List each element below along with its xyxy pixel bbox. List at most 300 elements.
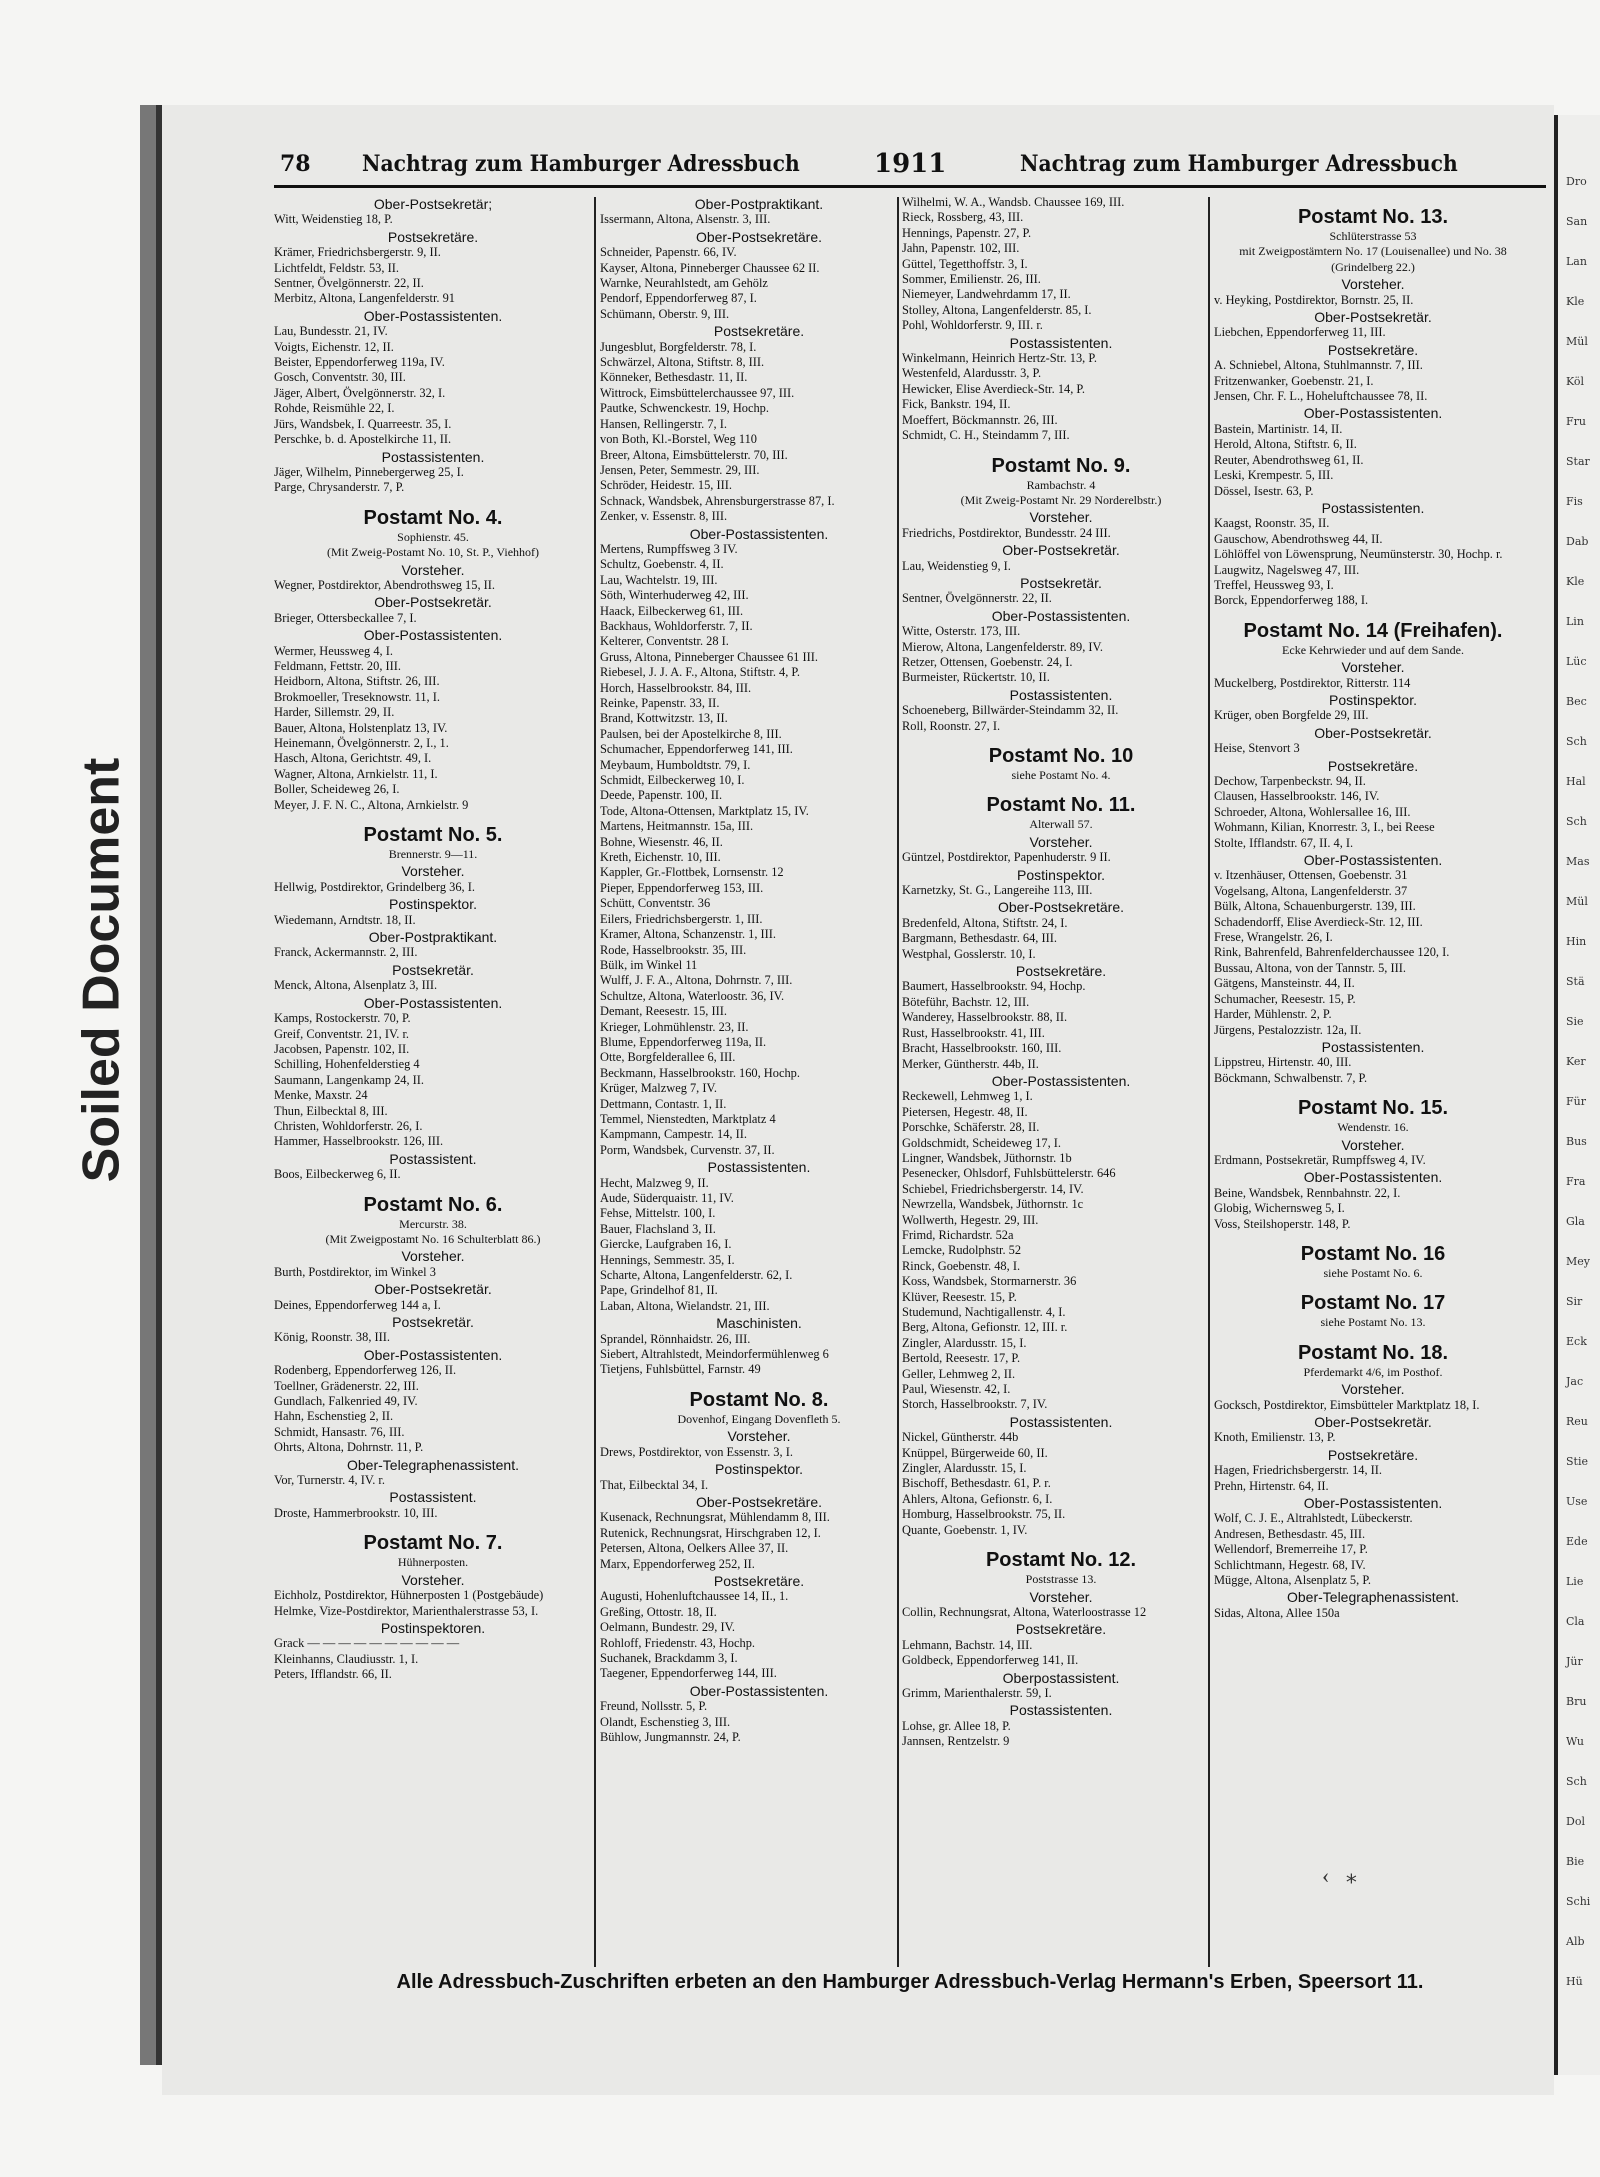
directory-entry: Schlichtmann, Hegestr. 68, IV. bbox=[1214, 1557, 1366, 1572]
section-heading: Vorsteher. bbox=[727, 1428, 791, 1445]
directory-entry: Menck, Altona, Alsenplatz 3, III. bbox=[274, 978, 438, 993]
directory-entry: Lau, Bundesstr. 21, IV. bbox=[274, 324, 388, 339]
postamt-address: Wendenstr. 16. bbox=[1337, 1120, 1409, 1135]
directory-entry: Peters, Ifflandstr. 66, II. bbox=[274, 1667, 392, 1682]
directory-entry: Reuter, Abendrothsweg 61, II. bbox=[1214, 452, 1364, 467]
section-heading: Postinspektoren. bbox=[380, 1619, 486, 1636]
section-heading: Postassistenten. bbox=[1321, 499, 1425, 516]
directory-entry: Deines, Eppendorferweg 144 a, I. bbox=[274, 1297, 441, 1312]
postamt-heading: Postamt No. 10 bbox=[988, 745, 1134, 767]
directory-entry: Lau, Weidenstieg 9, I. bbox=[902, 558, 1011, 573]
directory-entry: Gruss, Altona, Pinneberger Chaussee 61 III. bbox=[600, 649, 818, 664]
adjacent-page-fragment: Köl bbox=[1566, 375, 1585, 388]
directory-entry: Stolley, Altona, Langenfelderstr. 85, I. bbox=[902, 302, 1092, 317]
directory-entry: Newrzella, Wandsbek, Jüthornstr. 1c bbox=[902, 1197, 1084, 1212]
directory-entry: Meyer, J. F. N. C., Altona, Arnkielstr. 9 bbox=[274, 797, 469, 812]
section-heading: Maschinisten. bbox=[716, 1315, 802, 1332]
directory-entry: Schroeder, Altona, Wohlersallee 16, III. bbox=[1214, 804, 1411, 819]
directory-entry: Schadendorff, Elise Averdieck-Str. 12, III. bbox=[1214, 914, 1423, 929]
adjacent-page-fragment: Lüc bbox=[1566, 655, 1587, 668]
directory-entry: Geller, Lehmweg 2, II. bbox=[902, 1366, 1016, 1381]
directory-entry: Koss, Wandsbek, Stormarnerstr. 36 bbox=[902, 1274, 1077, 1289]
adjacent-page-fragment: Stie bbox=[1566, 1455, 1588, 1468]
directory-entry: Thun, Eilbecktal 8, III. bbox=[274, 1103, 388, 1118]
adjacent-page-fragment: Wu bbox=[1566, 1735, 1584, 1748]
section-heading: Ober-Postsekretär. bbox=[374, 1281, 492, 1298]
directory-entry: Boos, Eilbeckerweg 6, II. bbox=[274, 1167, 401, 1182]
directory-entry: Breer, Altona, Eimsbüttelerstr. 70, III. bbox=[600, 447, 788, 462]
section-heading: Ober-Postassistenten. bbox=[1303, 852, 1443, 869]
adjacent-page-fragment: Lin bbox=[1566, 615, 1584, 628]
directory-entry: Greßing, Ottostr. 18, II. bbox=[600, 1604, 717, 1619]
section-heading: Postsekretäre. bbox=[1327, 341, 1419, 358]
header-rule bbox=[274, 185, 1546, 188]
section-heading: Ober-Postsekretär. bbox=[1314, 309, 1432, 326]
directory-entry: Bussau, Altona, von der Tannstr. 5, III. bbox=[1214, 960, 1406, 975]
directory-entry: Bauer, Altona, Holstenplatz 13, IV. bbox=[274, 720, 448, 735]
section-heading: Ober-Postsekretär. bbox=[374, 594, 492, 611]
directory-entry: Zingler, Alardusstr. 15, I. bbox=[902, 1461, 1027, 1476]
section-heading: Ober-Postassistenten. bbox=[1303, 1169, 1443, 1186]
page-footer: Alle Adressbuch-Zuschriften erbeten an den Hamburger Adressbuch-Verlag Hermann's Erben, Speersort 11. bbox=[396, 1971, 1424, 1993]
directory-entry: Leski, Krempestr. 5, III. bbox=[1214, 468, 1334, 483]
directory-entry: Jensen, Peter, Semmestr. 29, III. bbox=[600, 462, 760, 477]
adjacent-page-fragment: Use bbox=[1566, 1495, 1588, 1508]
directory-entry: Jürgens, Pestalozzistr. 12a, II. bbox=[1214, 1022, 1362, 1037]
directory-entry: Augusti, Hohenluftchaussee 14, II., 1. bbox=[600, 1589, 789, 1604]
directory-entry: That, Eilbecktal 34, I. bbox=[600, 1477, 709, 1492]
page-header bbox=[162, 145, 1554, 185]
adjacent-page-fragment: Reu bbox=[1566, 1415, 1588, 1428]
directory-entry: Laban, Altona, Wielandstr. 21, III. bbox=[600, 1298, 770, 1313]
directory-entry: Hahn, Eschenstieg 2, II. bbox=[274, 1409, 394, 1424]
directory-entry: Grimm, Marienthalerstr. 59, I. bbox=[902, 1685, 1052, 1700]
directory-entry: Rohde, Reismühle 22, I. bbox=[274, 401, 395, 416]
directory-entry: Bredenfeld, Altona, Stiftstr. 24, I. bbox=[902, 915, 1068, 930]
directory-entry: Jacobsen, Papenstr. 102, II. bbox=[274, 1041, 410, 1056]
directory-entry: Globig, Wichernsweg 5, I. bbox=[1214, 1201, 1345, 1216]
directory-entry: Tietjens, Fuhlsbüttel, Farnstr. 49 bbox=[600, 1362, 761, 1377]
directory-entry: Warnke, Neurahlstedt, am Gehölz bbox=[600, 276, 768, 291]
directory-entry: Jahn, Papenstr. 102, III. bbox=[902, 241, 1020, 256]
directory-entry: Bauer, Flachsland 3, II. bbox=[600, 1221, 716, 1236]
directory-entry: Pietersen, Hegestr. 48, II. bbox=[902, 1104, 1028, 1119]
directory-entry: Jannsen, Rentzelstr. 9 bbox=[902, 1734, 1010, 1749]
adjacent-page-fragment: Fru bbox=[1566, 415, 1586, 428]
directory-entry: Schwärzel, Altona, Stiftstr. 8, III. bbox=[600, 355, 765, 370]
directory-entry: Andresen, Bethesdastr. 45, III. bbox=[1214, 1526, 1366, 1541]
adjacent-page-fragment: Ker bbox=[1566, 1055, 1586, 1068]
directory-entry: Grack — — — — — — — — — — bbox=[274, 1636, 460, 1651]
directory-entry: Westphal, Gosslerstr. 10, I. bbox=[902, 946, 1036, 961]
directory-entry: Fritzenwanker, Goebenstr. 21, I. bbox=[1214, 373, 1374, 388]
section-heading: Vorsteher. bbox=[1341, 1381, 1405, 1398]
directory-entry: Söth, Winterhuderweg 42, III. bbox=[600, 588, 749, 603]
directory-entry: Wermer, Heussweg 4, I. bbox=[274, 643, 393, 658]
directory-entry: Bastein, Martinistr. 14, II. bbox=[1214, 421, 1343, 436]
directory-entry: Ohrts, Altona, Dohrnstr. 11, P. bbox=[274, 1440, 424, 1455]
adjacent-page-fragment: Bie bbox=[1566, 1855, 1585, 1868]
directory-entry: Haack, Eilbeckerweg 61, III. bbox=[600, 603, 744, 618]
directory-entry: Pendorf, Eppendorferweg 87, I. bbox=[600, 291, 757, 306]
directory-entry: Jäger, Wilhelm, Pinnebergerweg 25, I. bbox=[274, 464, 464, 479]
directory-entry: Krämer, Friedrichsbergerstr. 9, II. bbox=[274, 245, 441, 260]
directory-entry: Sommer, Emilienstr. 26, III. bbox=[902, 272, 1041, 287]
directory-entry: Schütt, Conventstr. 36 bbox=[600, 896, 711, 911]
directory-entry: Wiedemann, Arndtstr. 18, II. bbox=[274, 912, 416, 927]
adjacent-page-fragment: Mey bbox=[1566, 1255, 1590, 1268]
directory-entry: Menke, Maxstr. 24 bbox=[274, 1088, 368, 1103]
directory-entry: Collin, Rechnungsrat, Altona, Waterloostrasse 12 bbox=[902, 1604, 1147, 1619]
directory-entry: Dechow, Tarpenbeckstr. 94, II. bbox=[1214, 774, 1366, 788]
postamt-heading: Postamt No. 8. bbox=[689, 1388, 829, 1411]
section-heading: Vorsteher. bbox=[401, 1571, 465, 1588]
directory-entry: Parge, Chrysanderstr. 7, P. bbox=[274, 480, 405, 495]
directory-entry: Wollwerth, Hegestr. 29, III. bbox=[902, 1212, 1039, 1227]
adjacent-page-fragment: Jac bbox=[1566, 1375, 1584, 1388]
directory-entry: Saumann, Langenkamp 24, II. bbox=[274, 1072, 425, 1087]
directory-entry: Wittrock, Eimsbüttelerchaussee 97, III. bbox=[600, 385, 795, 400]
directory-entry: Schröder, Heidestr. 15, III. bbox=[600, 478, 732, 493]
section-heading: Postassistenten. bbox=[381, 448, 485, 465]
directory-entry: Schumacher, Eppendorferweg 141, III. bbox=[600, 742, 793, 757]
adjacent-page-fragment: Gla bbox=[1566, 1215, 1585, 1228]
directory-entry: Wagner, Altona, Arnkielstr. 11, I. bbox=[274, 766, 438, 781]
section-heading: Ober-Postsekretär. bbox=[1002, 542, 1120, 559]
directory-entry: Hansen, Rellingerstr. 7, I. bbox=[600, 416, 727, 431]
section-heading: Ober-Telegraphenassistent. bbox=[347, 1456, 519, 1473]
column-2 bbox=[600, 195, 918, 1975]
section-heading: Ober-Postsekretäre. bbox=[695, 228, 823, 245]
directory-entry: Jürs, Wandsbek, I. Quarreestr. 35, I. bbox=[274, 416, 452, 431]
directory-entry: Pesenecker, Ohlsdorf, Fuhlsbüttelerstr. 646 bbox=[902, 1166, 1116, 1181]
directory-entry: Vogelsang, Altona, Langenfelderstr. 37 bbox=[1214, 883, 1408, 898]
postamt-address: mit Zweigpostämtern No. 17 (Louisenallee) und No. 38 (Grindelberg 22.) bbox=[1239, 244, 1507, 274]
directory-entry: Wilhelmi, W. A., Wandsb. Chaussee 169, III. bbox=[902, 195, 1125, 209]
directory-entry: Berg, Altona, Gefionstr. 12, III. r. bbox=[902, 1320, 1068, 1335]
directory-entry: Sentner, Övelgönnerstr. 22, II. bbox=[274, 276, 424, 291]
section-heading: Ober-Postassistenten. bbox=[1303, 405, 1443, 422]
directory-entry: Fehse, Mittelstr. 100, I. bbox=[600, 1206, 716, 1221]
directory-entry: Rink, Bahrenfeld, Bahrenfelderchaussee 120, I. bbox=[1214, 945, 1450, 960]
directory-entry: Pape, Grindelhof 81, II. bbox=[600, 1283, 718, 1298]
directory-entry: Gauschow, Abendrothsweg 44, II. bbox=[1214, 531, 1383, 546]
directory-entry: Wolf, C. J. E., Altrahlstedt, Lübeckerstr. bbox=[1214, 1511, 1413, 1526]
directory-entry: Reckewell, Lehmweg 1, I. bbox=[902, 1089, 1033, 1104]
directory-entry: Porm, Wandsbek, Curvenstr. 37, II. bbox=[600, 1142, 775, 1157]
directory-entry: Friedrichs, Postdirektor, Bundesstr. 24 III. bbox=[902, 525, 1111, 540]
directory-entry: Borck, Eppendorferweg 188, I. bbox=[1214, 593, 1369, 608]
directory-entry: Rohloff, Friedenstr. 43, Hochp. bbox=[600, 1635, 755, 1650]
postamt-heading: Postamt No. 11. bbox=[986, 794, 1136, 817]
directory-entry: Hennings, Semmestr. 35, I. bbox=[600, 1252, 735, 1267]
directory-entry: v. Heyking, Postdirektor, Bornstr. 25, II. bbox=[1214, 292, 1414, 307]
directory-entry: Herold, Altona, Stiftstr. 6, II. bbox=[1214, 437, 1357, 452]
directory-entry: Jäger, Albert, Övelgönnerstr. 32, I. bbox=[274, 385, 446, 400]
directory-entry: Mierow, Altona, Langenfelderstr. 89, IV. bbox=[902, 639, 1103, 654]
directory-entry: Blume, Eppendorferweg 119a, II. bbox=[600, 1034, 767, 1049]
section-heading: Ober-Postassistenten. bbox=[689, 1682, 829, 1699]
directory-entry: Gundlach, Falkenried 49, IV. bbox=[274, 1394, 418, 1409]
directory-entry: Temmel, Nienstedten, Marktplatz 4 bbox=[600, 1111, 776, 1126]
directory-entry: Merker, Güntherstr. 44b, II. bbox=[902, 1056, 1039, 1071]
margin-marks: ‹ ⁎ bbox=[1322, 1863, 1357, 1888]
directory-entry: Bischoff, Bethesdastr. 61, P. r. bbox=[902, 1476, 1051, 1491]
section-heading: Postsekretäre. bbox=[1015, 1621, 1107, 1638]
directory-entry: Zenker, v. Essenstr. 8, III. bbox=[600, 509, 728, 524]
directory-entry: Taegener, Eppendorferweg 144, III. bbox=[600, 1666, 777, 1681]
adjacent-page-fragment: Lie bbox=[1566, 1575, 1584, 1588]
postamt-address: Sophienstr. 45. bbox=[397, 529, 469, 544]
directory-entry: Bühlow, Jungmannstr. 24, P. bbox=[600, 1730, 741, 1744]
directory-entry: Pohl, Wohldorferstr. 9, III. r. bbox=[902, 318, 1043, 333]
directory-entry: Eilers, Friedrichsbergerstr. 1, III. bbox=[600, 911, 763, 926]
directory-entry: Hewicker, Elise Averdieck-Str. 14, P. bbox=[902, 381, 1086, 396]
postamt-address: Mercurstr. 38. bbox=[399, 1216, 467, 1231]
directory-entry: Hecht, Malzweg 9, II. bbox=[600, 1175, 709, 1190]
adjacent-page-fragment: Bus bbox=[1566, 1135, 1587, 1148]
column-divider bbox=[897, 197, 899, 1967]
column-divider bbox=[1208, 197, 1210, 1967]
section-heading: Vorsteher. bbox=[1341, 276, 1405, 293]
directory-entry: Petersen, Altona, Oelkers Allee 37, II. bbox=[600, 1541, 789, 1556]
directory-entry: Baumert, Hasselbrookstr. 94, Hochp. bbox=[902, 979, 1086, 994]
directory-entry: Perschke, b. d. Apostelkirche 11, II. bbox=[274, 432, 452, 447]
adjacent-page-fragment: Kle bbox=[1566, 575, 1585, 588]
directory-entry: Lichtfeldt, Feldstr. 53, II. bbox=[274, 260, 399, 275]
directory-entry: Heidborn, Altona, Stiftstr. 26, III. bbox=[274, 674, 440, 689]
directory-entry: Schultze, Altona, Waterloostr. 36, IV. bbox=[600, 988, 785, 1003]
adjacent-page-fragment: Dab bbox=[1566, 535, 1589, 548]
directory-entry: Wulff, J. F. A., Altona, Dohrnstr. 7, III. bbox=[600, 973, 793, 988]
adjacent-page-fragment: Mül bbox=[1566, 335, 1588, 348]
postamt-address: Poststrasse 13. bbox=[1025, 1572, 1097, 1587]
directory-entry: Stolte, Ifflandstr. 67, II. 4, I. bbox=[1214, 835, 1354, 850]
directory-entry: Voigts, Eichenstr. 12, II. bbox=[274, 339, 394, 354]
directory-entry: Knoth, Emilienstr. 13, P. bbox=[1214, 1430, 1336, 1445]
adjacent-page-fragment: Sir bbox=[1566, 1295, 1583, 1308]
section-heading: Vorsteher. bbox=[401, 863, 465, 880]
directory-entry: Kramer, Altona, Schanzenstr. 1, III. bbox=[600, 927, 777, 942]
directory-entry: Güttel, Tegetthoffstr. 3, I. bbox=[902, 256, 1028, 271]
section-heading: Vorsteher. bbox=[1029, 833, 1093, 850]
directory-entry: Clausen, Hasselbrookstr. 146, IV. bbox=[1214, 789, 1380, 804]
directory-entry: Paulsen, bei der Apostelkirche 8, III. bbox=[600, 726, 782, 741]
section-heading: Postsekretär. bbox=[392, 961, 474, 978]
directory-entry: Kreth, Eichenstr. 10, III. bbox=[600, 850, 721, 865]
directory-entry: Hennings, Papenstr. 27, P. bbox=[902, 225, 1032, 240]
section-heading: Postsekretäre. bbox=[1015, 963, 1107, 980]
postamt-address: Ecke Kehrwieder und auf dem Sande. bbox=[1282, 642, 1464, 657]
directory-entry: Paul, Wiesenstr. 42, I. bbox=[902, 1382, 1011, 1397]
column-divider bbox=[594, 197, 596, 1967]
directory-entry: Frese, Wrangelstr. 26, I. bbox=[1214, 930, 1333, 945]
section-heading: Ober-Postassistenten. bbox=[1303, 1495, 1443, 1512]
directory-entry: Güntzel, Postdirektor, Papenhuderstr. 9 II. bbox=[902, 850, 1111, 865]
directory-entry: Gosch, Conventstr. 30, III. bbox=[274, 370, 406, 385]
section-heading: Postassistenten. bbox=[1009, 686, 1113, 703]
directory-entry: Mügge, Altona, Alsenplatz 5, P. bbox=[1214, 1573, 1371, 1588]
section-heading: Ober-Postsekretär. bbox=[1314, 724, 1432, 741]
section-heading: Ober-Postsekretär; bbox=[373, 196, 493, 212]
directory-entry: Knüppel, Bürgerweide 60, II. bbox=[902, 1445, 1048, 1460]
postamt-address: (Mit Zweig-Postamt No. 10, St. P., Viehhof) bbox=[326, 545, 540, 560]
postamt-address: Rambachstr. 4 bbox=[1026, 477, 1096, 492]
directory-entry: Erdmann, Postsekretär, Rumpffsweg 4, IV. bbox=[1214, 1152, 1426, 1167]
directory-entry: Helmke, Vize-Postdirektor, Marienthalerstrasse 53, I. bbox=[274, 1603, 539, 1618]
postamt-heading: Postamt No. 15. bbox=[1297, 1097, 1449, 1120]
directory-entry: Issermann, Altona, Alsenstr. 3, III. bbox=[600, 212, 771, 227]
directory-entry: Wohmann, Kilian, Knorrestr. 3, I., bei Reese bbox=[1214, 820, 1435, 835]
section-heading: Ober-Postassistenten. bbox=[363, 1346, 503, 1363]
adjacent-page-fragment: Cla bbox=[1566, 1615, 1585, 1628]
directory-entry: Bargmann, Bethesdastr. 64, III. bbox=[902, 931, 1057, 946]
adjacent-page-fragment: Sch bbox=[1566, 735, 1587, 748]
directory-entry: Martens, Heitmannstr. 15a, III. bbox=[600, 819, 754, 834]
document-page bbox=[162, 105, 1554, 2095]
header-year: 1911 bbox=[874, 149, 947, 179]
section-heading: Postinspektor. bbox=[715, 1461, 803, 1478]
adjacent-page-fragment: Star bbox=[1566, 455, 1590, 468]
section-heading: Postinspektor. bbox=[1017, 866, 1105, 883]
directory-entry: Klüver, Reesestr. 15, P. bbox=[902, 1289, 1017, 1304]
postamt-address: siehe Postamt No. 4. bbox=[1011, 768, 1111, 782]
directory-entry: Bülk, im Winkel 11 bbox=[600, 957, 698, 972]
directory-entry: Pieper, Eppendorferweg 153, III. bbox=[600, 880, 764, 895]
directory-entry: König, Roonstr. 38, III. bbox=[274, 1330, 390, 1345]
section-heading: Vorsteher. bbox=[1341, 659, 1405, 676]
adjacent-page-fragment: Hin bbox=[1566, 935, 1587, 948]
postamt-address: siehe Postamt No. 6. bbox=[1323, 1265, 1423, 1280]
directory-entry: Löhlöffel von Löwensprung, Neumünsterstr. 30, Hochp. r. bbox=[1214, 547, 1503, 562]
directory-entry: Quante, Goebenstr. 1, IV. bbox=[902, 1522, 1028, 1537]
directory-entry: Heise, Stenvort 3 bbox=[1214, 741, 1300, 756]
directory-entry: Schmidt, C. H., Steindamm 7, III. bbox=[902, 428, 1070, 443]
directory-entry: Vor, Turnerstr. 4, IV. r. bbox=[274, 1473, 385, 1488]
section-heading: Postsekretär. bbox=[392, 1314, 474, 1330]
directory-entry: Scharte, Altona, Langenfelderstr. 62, I. bbox=[600, 1268, 793, 1283]
directory-entry: Schneider, Papenstr. 66, IV. bbox=[600, 245, 737, 260]
directory-entry: Nickel, Güntherstr. 44b bbox=[902, 1430, 1019, 1445]
header-title-left: Nachtrag zum Hamburger Adressbuch bbox=[362, 151, 800, 177]
adjacent-page-fragment: Sch bbox=[1566, 1775, 1587, 1788]
adjacent-page-fragment: Hü bbox=[1566, 1975, 1583, 1988]
directory-entry: Schiebel, Friedrichsbergerstr. 14, IV. bbox=[902, 1181, 1084, 1196]
adjacent-page-fragment: Mas bbox=[1566, 855, 1590, 868]
directory-entry: Schmidt, Eilbeckerweg 10, I. bbox=[600, 773, 745, 788]
directory-entry: Winkelmann, Heinrich Hertz-Str. 13, P. bbox=[902, 351, 1097, 366]
postamt-heading: Postamt No. 14 (Freihafen). bbox=[1243, 619, 1503, 642]
directory-entry: Frimd, Richardstr. 52a bbox=[902, 1227, 1014, 1242]
adjacent-page-fragment: Sie bbox=[1566, 1015, 1584, 1028]
directory-entry: Beister, Eppendorferweg 119a, IV. bbox=[274, 355, 445, 370]
section-heading: Postassistenten. bbox=[1009, 334, 1113, 351]
directory-entry: Rust, Hasselbrookstr. 41, III. bbox=[902, 1025, 1045, 1040]
section-heading: Ober-Postsekretäre. bbox=[997, 899, 1125, 916]
section-heading: Postsekretäre. bbox=[713, 323, 805, 340]
directory-entry: Westenfeld, Alardusstr. 3, P. bbox=[902, 366, 1042, 381]
directory-entry: Brokmoeller, Treseknowstr. 11, I. bbox=[274, 689, 440, 704]
section-heading: Postassistent. bbox=[389, 1489, 477, 1506]
directory-entry: Porschke, Schäferstr. 28, II. bbox=[902, 1120, 1040, 1135]
directory-entry: Rieck, Rossberg, 43, III. bbox=[902, 210, 1024, 225]
adjacent-page-fragment: Dol bbox=[1566, 1815, 1585, 1828]
directory-entry: Backhaus, Wohldorferstr. 7, II. bbox=[600, 618, 753, 633]
section-heading: Postinspektor. bbox=[1329, 691, 1417, 708]
directory-entry: Bohne, Wiesenstr. 46, II. bbox=[600, 834, 723, 849]
adjacent-page-fragment: Alb bbox=[1566, 1935, 1585, 1948]
adjacent-page-fragment: Stä bbox=[1566, 975, 1585, 988]
directory-entry: Marx, Eppendorferweg 252, II. bbox=[600, 1556, 755, 1571]
directory-entry: Franck, Ackermannstr. 2, III. bbox=[274, 945, 418, 960]
directory-entry: Witte, Osterstr. 173, III. bbox=[902, 624, 1021, 639]
directory-entry: Heinemann, Övelgönnerstr. 2, I., 1. bbox=[274, 736, 449, 750]
postamt-address: Brennerstr. 9—11. bbox=[388, 847, 478, 862]
postamt-heading: Postamt No. 17 bbox=[1300, 1292, 1446, 1315]
postamt-heading: Postamt No. 12. bbox=[985, 1549, 1137, 1572]
directory-entry: Tode, Altona-Ottensen, Marktplatz 15, IV. bbox=[600, 803, 809, 818]
directory-entry: Schnack, Wandsbek, Ahrensburgerstrasse 87, I. bbox=[600, 493, 835, 508]
section-heading: Ober-Postassistenten. bbox=[991, 607, 1131, 624]
section-heading: Vorsteher. bbox=[1029, 509, 1093, 526]
directory-entry: Christen, Wohldorferstr. 26, I. bbox=[274, 1118, 423, 1133]
section-heading: Ober-Postpraktikant. bbox=[368, 929, 498, 946]
section-heading: Vorsteher. bbox=[1029, 1588, 1093, 1605]
directory-entry: Harder, Mühlenstr. 2, P. bbox=[1214, 1007, 1332, 1022]
directory-entry: Lemcke, Rudolphstr. 52 bbox=[902, 1243, 1022, 1258]
directory-entry: Kamps, Rostockerstr. 70, P. bbox=[274, 1011, 411, 1026]
column-4 bbox=[1214, 195, 1532, 1975]
directory-entry: Muckelberg, Postdirektor, Ritterstr. 114 bbox=[1214, 675, 1411, 690]
section-heading: Postassistenten. bbox=[1321, 1038, 1425, 1055]
directory-entry: Deede, Papenstr. 100, II. bbox=[600, 788, 723, 803]
section-heading: Postsekretäre. bbox=[387, 228, 479, 245]
header-title-right: Nachtrag zum Hamburger Adressbuch bbox=[1020, 151, 1458, 177]
directory-entry: Brand, Kottwitzstr. 13, II. bbox=[600, 711, 728, 726]
directory-entry: Wellendorf, Bremerreihe 17, P. bbox=[1214, 1542, 1368, 1557]
postamt-address: (Mit Zweig-Postamt Nr. 29 Norderelbstr.) bbox=[960, 492, 1162, 507]
directory-entry: Aude, Süderquaistr. 11, IV. bbox=[600, 1191, 734, 1205]
section-heading: Postsekretäre. bbox=[713, 1572, 805, 1589]
adjacent-page-fragment: Dro bbox=[1566, 175, 1587, 188]
directory-entry: Burth, Postdirektor, im Winkel 3 bbox=[274, 1264, 436, 1279]
directory-entry: Pautke, Schwenckestr. 19, Hochp. bbox=[600, 401, 769, 416]
directory-entry: Retzer, Ottensen, Goebenstr. 24, I. bbox=[902, 654, 1073, 669]
postamt-heading: Postamt No. 9. bbox=[991, 454, 1131, 477]
section-heading: Vorsteher. bbox=[401, 1248, 465, 1265]
directory-entry: Sidas, Altona, Allee 150a bbox=[1214, 1605, 1340, 1620]
directory-entry: Horch, Hasselbrookstr. 84, III. bbox=[600, 680, 752, 695]
directory-entry: Krüger, oben Borgfelde 29, III. bbox=[1214, 708, 1369, 723]
directory-entry: Schmidt, Hansastr. 76, III. bbox=[274, 1424, 405, 1439]
directory-entry: Zingler, Alardusstr. 15, I. bbox=[902, 1335, 1027, 1350]
postamt-heading: Postamt No. 5. bbox=[363, 824, 503, 847]
directory-entry: v. Itzenhäuser, Ottensen, Goebenstr. 31 bbox=[1214, 868, 1408, 883]
directory-entry: Boller, Scheideweg 26, I. bbox=[274, 782, 400, 797]
directory-entry: Böckmann, Schwalbenstr. 7, P. bbox=[1214, 1070, 1368, 1085]
directory-entry: Hagen, Friedrichsbergerstr. 14, II. bbox=[1214, 1463, 1383, 1478]
column-3 bbox=[902, 195, 1220, 1975]
directory-entry: Otte, Borgfelderallee 6, III. bbox=[600, 1050, 736, 1065]
directory-entry: Treffel, Heussweg 93, I. bbox=[1214, 577, 1334, 592]
directory-entry: von Both, Kl.-Borstel, Weg 110 bbox=[600, 432, 757, 447]
directory-entry: Burmeister, Rückertstr. 10, II. bbox=[902, 670, 1050, 685]
adjacent-page-fragment: Sch bbox=[1566, 815, 1587, 828]
book-edge bbox=[140, 105, 156, 2065]
adjacent-page-fragment: Jür bbox=[1566, 1655, 1583, 1668]
section-heading: Ober-Postassistenten. bbox=[363, 307, 503, 324]
directory-entry: Feldmann, Fettstr. 20, III. bbox=[274, 658, 401, 673]
